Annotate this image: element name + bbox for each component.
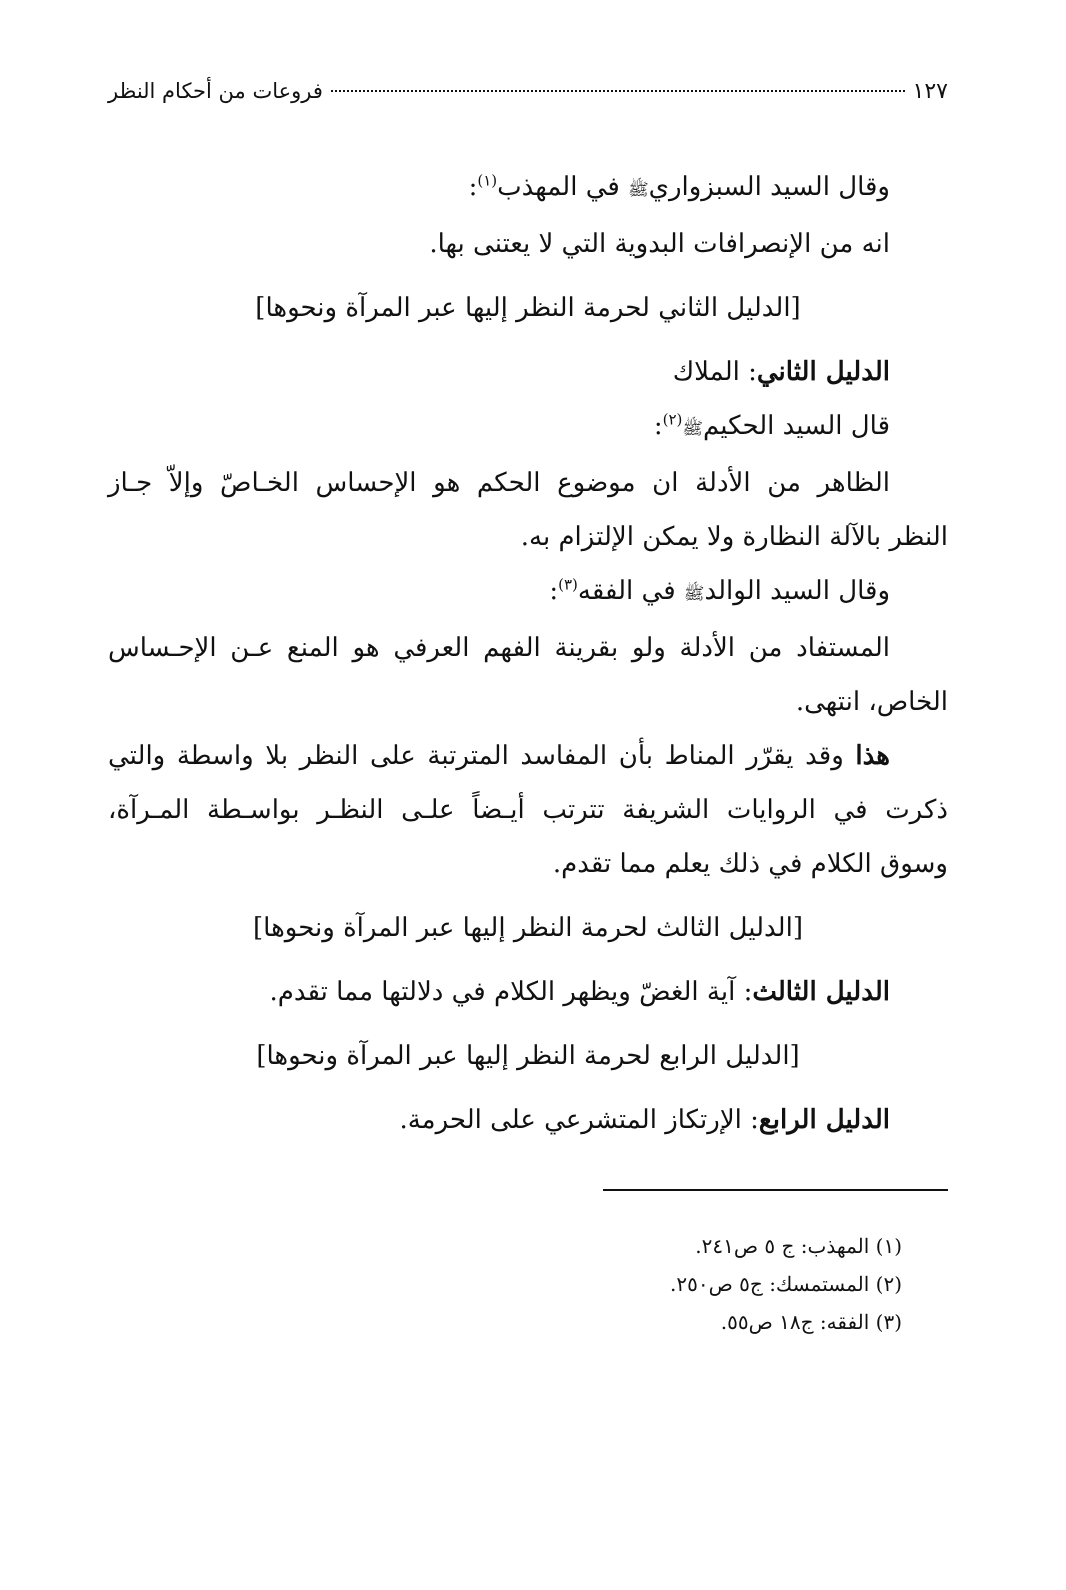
footnote-1: (١) المهذب: ج ٥ ص٢٤١. (695, 1234, 902, 1258)
running-title: فروعات من أحكام النظر (108, 79, 323, 103)
section-heading-second-proof: [الدليل الثاني لحرمة النظر إليها عبر المرآة ونحوها] (255, 293, 801, 323)
footnotes (108, 1227, 948, 1341)
quote-hakim-line2: النظر بالآلة النظارة ولا يمكن الإلتزام به. (520, 522, 948, 552)
text-run: : آية الغضّ ويظهر الكلام في دلالتها مما تقدم. (269, 977, 753, 1007)
argument-line3: وسوق الكلام في ذلك يعلم مما تقدم. (552, 849, 948, 879)
bold-term: الدليل الثاني (756, 357, 890, 387)
text-run: في المهذب (497, 172, 629, 202)
section-heading-fourth-proof: [الدليل الرابع لحرمة النظر إليها عبر المرآة ونحوها] (256, 1041, 800, 1071)
footnote-3: (٣) الفقه: ج١٨ ص٥٥. (720, 1310, 902, 1334)
honorific-glyph: ﷺ (683, 584, 705, 604)
text-run: : الملاك (672, 357, 757, 387)
quote-hakim-line1: الظاهر من الأدلة ان موضوع الحكم هو الإحساس الخـاصّ وإلاّ جـاز (108, 468, 890, 498)
dotted-leader (331, 90, 905, 92)
quote-walid-line1: المستفاد من الأدلة ولو بقرينة الفهم العرفي هو المنع عـن الإحـساس (108, 633, 890, 663)
footnote-ref: (١) (477, 171, 498, 190)
argument-line2: ذكرت في الروايات الشريفة تترتب أيـضاً علـى النظـر بواسـطة المـرآة، (108, 795, 948, 825)
text-run: قال السيد الحكيم (702, 411, 890, 441)
footnote-ref: (٢) (662, 410, 683, 429)
text-run: : (653, 411, 663, 441)
quote-intro-hakim (108, 399, 948, 456)
honorific-glyph: ﷺ (682, 419, 703, 439)
fourth-proof-line (108, 1093, 948, 1147)
bold-term: الدليل الرابع (758, 1105, 890, 1135)
text-run: وقد يقرّر المناط بأن المفاسد المترتبة على النظر بلا واسطة والتي (108, 741, 856, 771)
second-proof-line (108, 345, 948, 399)
quote-intro-walid (108, 564, 948, 621)
page-number: ١٢٧ (912, 79, 948, 104)
quote-intro-sabzawari (108, 160, 948, 217)
quote-walid-line2: الخاص، انتهى. (795, 687, 948, 717)
text-run: : (468, 172, 478, 202)
honorific-glyph: ﷺ (628, 180, 649, 200)
text-run: : (549, 576, 559, 606)
bold-term: هذا (855, 741, 890, 771)
footnote-2: (٢) المستمسك: ج٥ ص٢٥٠. (670, 1272, 902, 1296)
main-text (108, 160, 948, 1147)
bold-term: الدليل الثالث (752, 977, 890, 1007)
book-page (108, 76, 948, 1530)
section-heading-third-proof: [الدليل الثالث لحرمة النظر إليها عبر المرآة ونحوها] (253, 913, 803, 943)
text-run: في الفقه (577, 576, 684, 606)
running-header (108, 76, 948, 106)
footnote-ref: (٣) (558, 575, 578, 594)
text-run: : الإرتكاز المتشرعي على الحرمة. (399, 1105, 759, 1135)
text-run: وقال السيد السبزواري (648, 172, 890, 202)
footnote-separator (603, 1189, 948, 1191)
quote-sabzawari: انه من الإنصرافات البدوية التي لا يعتنى بها. (429, 229, 890, 259)
argument-line1 (108, 729, 948, 783)
third-proof-line (108, 965, 948, 1019)
text-run: وقال السيد الوالد (704, 576, 890, 606)
